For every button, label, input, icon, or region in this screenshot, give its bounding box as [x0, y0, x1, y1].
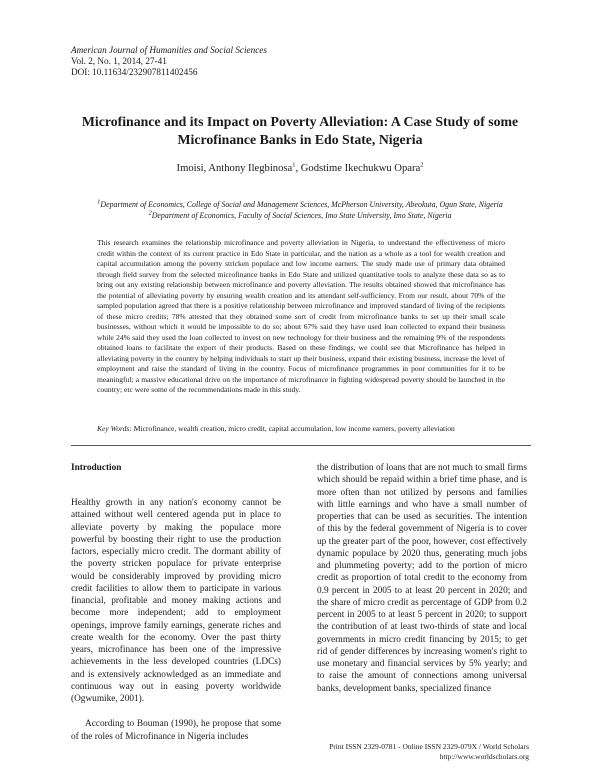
author-1: Imoisi, Anthony Ilegbinosa [176, 163, 293, 174]
footer-url[interactable]: http://www.worldscholars.org [439, 751, 529, 761]
affiliation-2 [50, 210, 550, 221]
journal-volume: Vol. 2, No. 1, 2014, 27-41 [71, 56, 167, 67]
page-footer [329, 742, 529, 761]
author-1-mark: 1 [292, 161, 296, 169]
affiliation-1-mark: 1 [97, 198, 101, 206]
section-divider [71, 445, 531, 446]
affiliation-1 [50, 199, 550, 210]
introduction-heading: Introduction [71, 463, 122, 473]
introduction-paragraph-2: According to Bouman (1990), he propose that some of the roles of Microfinance in Nigeria includes [71, 719, 281, 742]
keywords-text: Microfinance, wealth creation, micro credit, capital accumulation, low income earners, poverty alleviation [131, 424, 455, 433]
affiliations [50, 199, 550, 221]
left-column [71, 462, 281, 743]
paper-title: Microfinance and its Impact on Poverty Alleviation: A Case Study of some Microfinance Banks in Edo State, Nigeria [81, 114, 519, 147]
footer-issn: Print ISSN 2329-0781 - Online ISSN 2329-079X / World Scholars [329, 742, 529, 751]
introduction-paragraph-1: Healthy growth in any nation's economy cannot be attained without well centered agenda put in place to alleviate poverty by making the populace more powerful by boosting their right to use the production factors, especially micro credit. The dormant ability of the poverty stricken populace for private enterprise would be considerably improved by providing micro credit facilities to allow them to participate in various financial, profitable and money making actions and become more independent; add to employment openings, improve family earnings, generate riches and create wealth for the economy. Over the past thirty years, microfinance has been one of the impressive achievements in the less developed countries (LDCs) and is extensively acknowledged as an immediate and continuous way out in easing poverty worldwide (Ogwumike, 2001). [71, 498, 281, 704]
keywords [97, 424, 505, 435]
author-list [0, 163, 600, 174]
journal-doi: DOI: 10.11634/232907811402456 [71, 67, 198, 78]
journal-name: American Journal of Humanities and Social Sciences [71, 45, 267, 55]
keywords-label: Key Words: [97, 424, 132, 433]
affiliation-2-mark: 2 [148, 209, 152, 217]
affiliation-2-text: Department of Economics, Faculty of Social Sciences, Imo State University, Imo State, Nigeria [151, 211, 452, 220]
abstract: This research examines the relationship microfinance and poverty alleviation in Nigeria, to understand the effectiveness of micro credit within the context of its current practice in Edo State in particular, and the nation as a whole as a tool for wealth creation and capital accumulation among the poverty stricken populace and low income earners. The study made use of primary data obtained through field survey from the selected microfinance banks in Edo State and utilized quantitative tools to analyze these data so as to bring out any existing relationship between microfinance and poverty alleviation. The results obtained showed that microfinance has the potential of alleviating poverty by ensuring wealth creation and its attendant self-sufficiency. From our result, about 70% of the sampled population agreed that there is a positive relationship between microfinance and improved standard of living of the recipients of these micro credits; 78% attested that they obtained some sort of credit from microfinance banks to set up their small scale businesses, without which it would be impossible to do so; about 67% said they have used loan collected to expand their business while 24% said they used the loan collected to invest on new technology for their business and the remaining 9% of the respondents obtained loans to facilitate the export of their products. Based on these findings, we could see that Microfinance has helped in alleviating poverty in the country by helping individuals to start up their business, expand their existing business, increase the level of employment and raise the standard of living in the country. Focus of microfinance programmes in poor communities for it to be meaningful; a massive educational drive on the importance of microfinance in fighting widespread poverty should be launched in the country; etc were some of the recommendations made in this study. [97, 238, 505, 394]
affiliation-1-text: Department of Economics, College of Social and Management Sciences, McPherson University, Abeokuta, Ogun State, Nigeria [100, 200, 503, 209]
author-separator: , [295, 163, 301, 174]
journal-header [71, 45, 267, 79]
introduction-paragraph-continued: the distribution of loans that are not much to small firms which should be repaid within a brief time phase, and is more often than not utilized by persons and families with little earnings and who have a small number of properties that can be used as securities. The intention of this by the federal government of Nigeria is to cover up the greater part of the poor, however, cost effectively dynamic populace by 2020 thus, generating much jobs and plummeting poverty; add to the portion of micro credit as proportion of total credit to the economy from 0.9 percent in 2005 to at least 20 percent in 2020; and the share of micro credit as percentage of GDP from 0.2 percent in 2005 to at least 5 percent in 2020; to support the contribution of at least two-thirds of state and local governments in micro credit financing by 2015; to get rid of gender differences by increasing women's right to use monetary and financial services by 5% yearly; and to raise the amount of connections among universal banks, development banks, specialized finance [317, 463, 527, 694]
author-2: Godstime Ikechukwu Opara [300, 163, 421, 174]
author-2-mark: 2 [420, 161, 424, 169]
right-column [317, 462, 527, 695]
